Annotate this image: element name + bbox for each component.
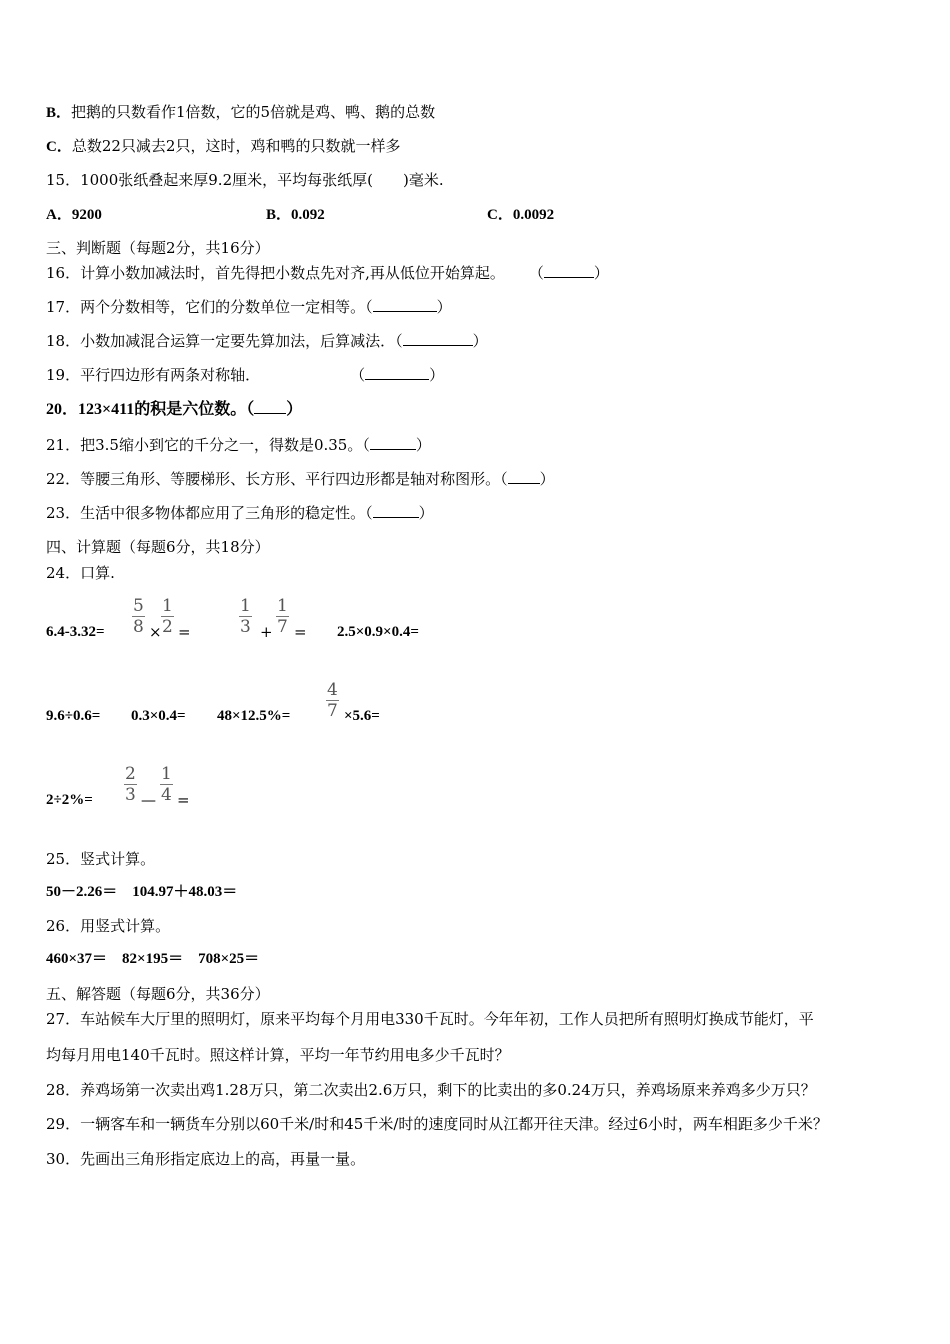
numerator: 1 xyxy=(161,764,172,784)
option-text: 把鹅的只数看作1倍数，它的5倍就是鸡、鸭、鹅的总数 xyxy=(71,103,436,121)
fraction xyxy=(326,680,339,721)
numerator: 5 xyxy=(133,596,144,616)
option-label: A． xyxy=(46,207,72,223)
fraction xyxy=(239,596,252,637)
fraction xyxy=(124,764,137,805)
question-28: 28．养鸡场第一次卖出鸡1.28万只，第二次卖出2.6万只，剩下的比卖出的多0.24万只，养鸡场原来养鸡多少万只？ xyxy=(46,1081,816,1099)
question-25-expressions: 50－2.26＝ 104.97＋48.03＝ xyxy=(46,884,238,900)
bracket-close: ） xyxy=(415,436,431,454)
calc-expression: 2÷2%= xyxy=(46,792,93,808)
question-20 xyxy=(46,399,302,420)
plus-sign: + xyxy=(260,623,273,641)
bracket-close: ） xyxy=(429,366,445,384)
question-text: 19．平行四边形有两条对称轴． xyxy=(46,366,261,384)
denominator: 3 xyxy=(240,617,251,637)
section-4-title: 四、计算题（每题6分，共18分） xyxy=(46,538,270,556)
question-21 xyxy=(46,435,431,455)
option-text: 总数22只减去2只，这时，鸡和鸭的只数就一样多 xyxy=(71,137,401,155)
question-27-line-1: 27．车站候车大厅里的照明灯，原来平均每个月用电330千瓦时。今年年初，工作人员把所有照明灯换成节能灯，平 xyxy=(46,1010,814,1028)
bracket-close: ） xyxy=(539,470,555,488)
denominator: 7 xyxy=(327,701,338,721)
answer-blank[interactable] xyxy=(373,297,437,312)
question-29: 29．一辆客车和一辆货车分别以60千米/时和45千米/时的速度同时从江都开往天津。经过6小时，两车相距多少千米？ xyxy=(46,1115,828,1133)
q15-option-a xyxy=(46,204,102,225)
denominator: 8 xyxy=(133,617,144,637)
question-17 xyxy=(46,297,452,317)
fraction xyxy=(161,596,174,637)
answer-blank[interactable] xyxy=(403,331,473,346)
bracket-close: ） xyxy=(418,504,434,522)
option-label: C． xyxy=(46,139,72,155)
bracket-open: （ xyxy=(528,264,544,282)
answer-blank[interactable] xyxy=(544,263,594,278)
bracket-close: ） xyxy=(593,264,609,282)
question-23 xyxy=(46,503,434,523)
calc-expression: 9.6÷0.6= xyxy=(46,708,101,724)
bracket-close: ） xyxy=(472,332,488,350)
fraction xyxy=(276,596,289,637)
equals-sign: = xyxy=(177,791,190,809)
fraction xyxy=(132,596,145,637)
denominator: 2 xyxy=(162,617,173,637)
question-text: 22．等腰三角形、等腰梯形、长方形、平行四边形都是轴对称图形。（ xyxy=(46,470,508,488)
section-5-title: 五、解答题（每题6分，共36分） xyxy=(46,985,270,1003)
q15-option-c xyxy=(487,204,554,225)
denominator: 4 xyxy=(161,785,172,805)
numerator: 1 xyxy=(240,596,251,616)
calc-expression: 0.3×0.4= xyxy=(131,708,186,724)
numerator: 2 xyxy=(125,764,136,784)
option-value: 0.0092 xyxy=(512,207,555,223)
option-label: B． xyxy=(46,105,72,121)
answer-blank[interactable] xyxy=(365,365,429,380)
question-24-title: 24．口算. xyxy=(46,564,115,582)
question-text: 21．把3.5缩小到它的千分之一，得数是0.35。（ xyxy=(46,436,370,454)
fraction xyxy=(160,764,173,805)
option-label: B． xyxy=(266,207,292,223)
q14-option-c xyxy=(46,136,400,157)
minus-sign: — xyxy=(141,791,156,809)
question-18 xyxy=(46,331,488,351)
calc-expression: 6.4-3.32= xyxy=(46,624,105,640)
question-15: 15．1000张纸叠起来厚9.2厘米，平均每张纸厚( )毫米. xyxy=(46,171,444,189)
question-26-title: 26．用竖式计算。 xyxy=(46,917,171,935)
times-sign: × xyxy=(149,623,162,641)
calc-expression: 2.5×0.9×0.4= xyxy=(337,624,419,640)
section-3-title: 三、判断题（每题2分，共16分） xyxy=(46,239,270,257)
denominator: 7 xyxy=(277,617,288,637)
calc-expression: 48×12.5%= xyxy=(217,708,291,724)
bracket-close: ） xyxy=(436,298,452,316)
bracket-close: ） xyxy=(286,401,303,418)
numerator: 4 xyxy=(327,680,338,700)
question-25-title: 25．竖式计算。 xyxy=(46,850,156,868)
answer-blank[interactable] xyxy=(508,469,540,484)
q15-option-b xyxy=(266,204,325,225)
q14-option-b xyxy=(46,102,435,123)
question-text: 17．两个分数相等，它们的分数单位一定相等。（ xyxy=(46,298,373,316)
option-value: 9200 xyxy=(71,207,102,223)
equals-sign: = xyxy=(178,623,191,641)
question-27-line-2: 均每月用电140千瓦时。照这样计算，平均一年节约用电多少千瓦时？ xyxy=(46,1046,510,1064)
numerator: 1 xyxy=(277,596,288,616)
question-text: 18．小数加减混合运算一定要先算加法，后算减法．（ xyxy=(46,332,403,350)
question-26-expressions: 460×37＝ 82×195＝ 708×25＝ xyxy=(46,951,260,967)
answer-blank[interactable] xyxy=(373,503,419,518)
question-text: 20．123×411的积是六位数。（ xyxy=(46,401,255,418)
answer-blank[interactable] xyxy=(370,435,416,450)
question-22 xyxy=(46,469,555,489)
denominator: 3 xyxy=(125,785,136,805)
question-19 xyxy=(46,365,444,385)
option-label: C． xyxy=(487,207,513,223)
answer-blank[interactable] xyxy=(254,399,286,414)
question-16 xyxy=(46,263,609,283)
numerator: 1 xyxy=(162,596,173,616)
equals-sign: = xyxy=(294,623,307,641)
calc-expression: ×5.6= xyxy=(344,708,380,724)
option-value: 0.092 xyxy=(291,207,325,223)
question-text: 23．生活中很多物体都应用了三角形的稳定性。（ xyxy=(46,504,373,522)
question-30: 30．先画出三角形指定底边上的高，再量一量。 xyxy=(46,1150,366,1168)
question-text: 16．计算小数加减法时，首先得把小数点先对齐,再从低位开始算起。 xyxy=(46,264,505,282)
bracket-open: （ xyxy=(350,366,366,384)
